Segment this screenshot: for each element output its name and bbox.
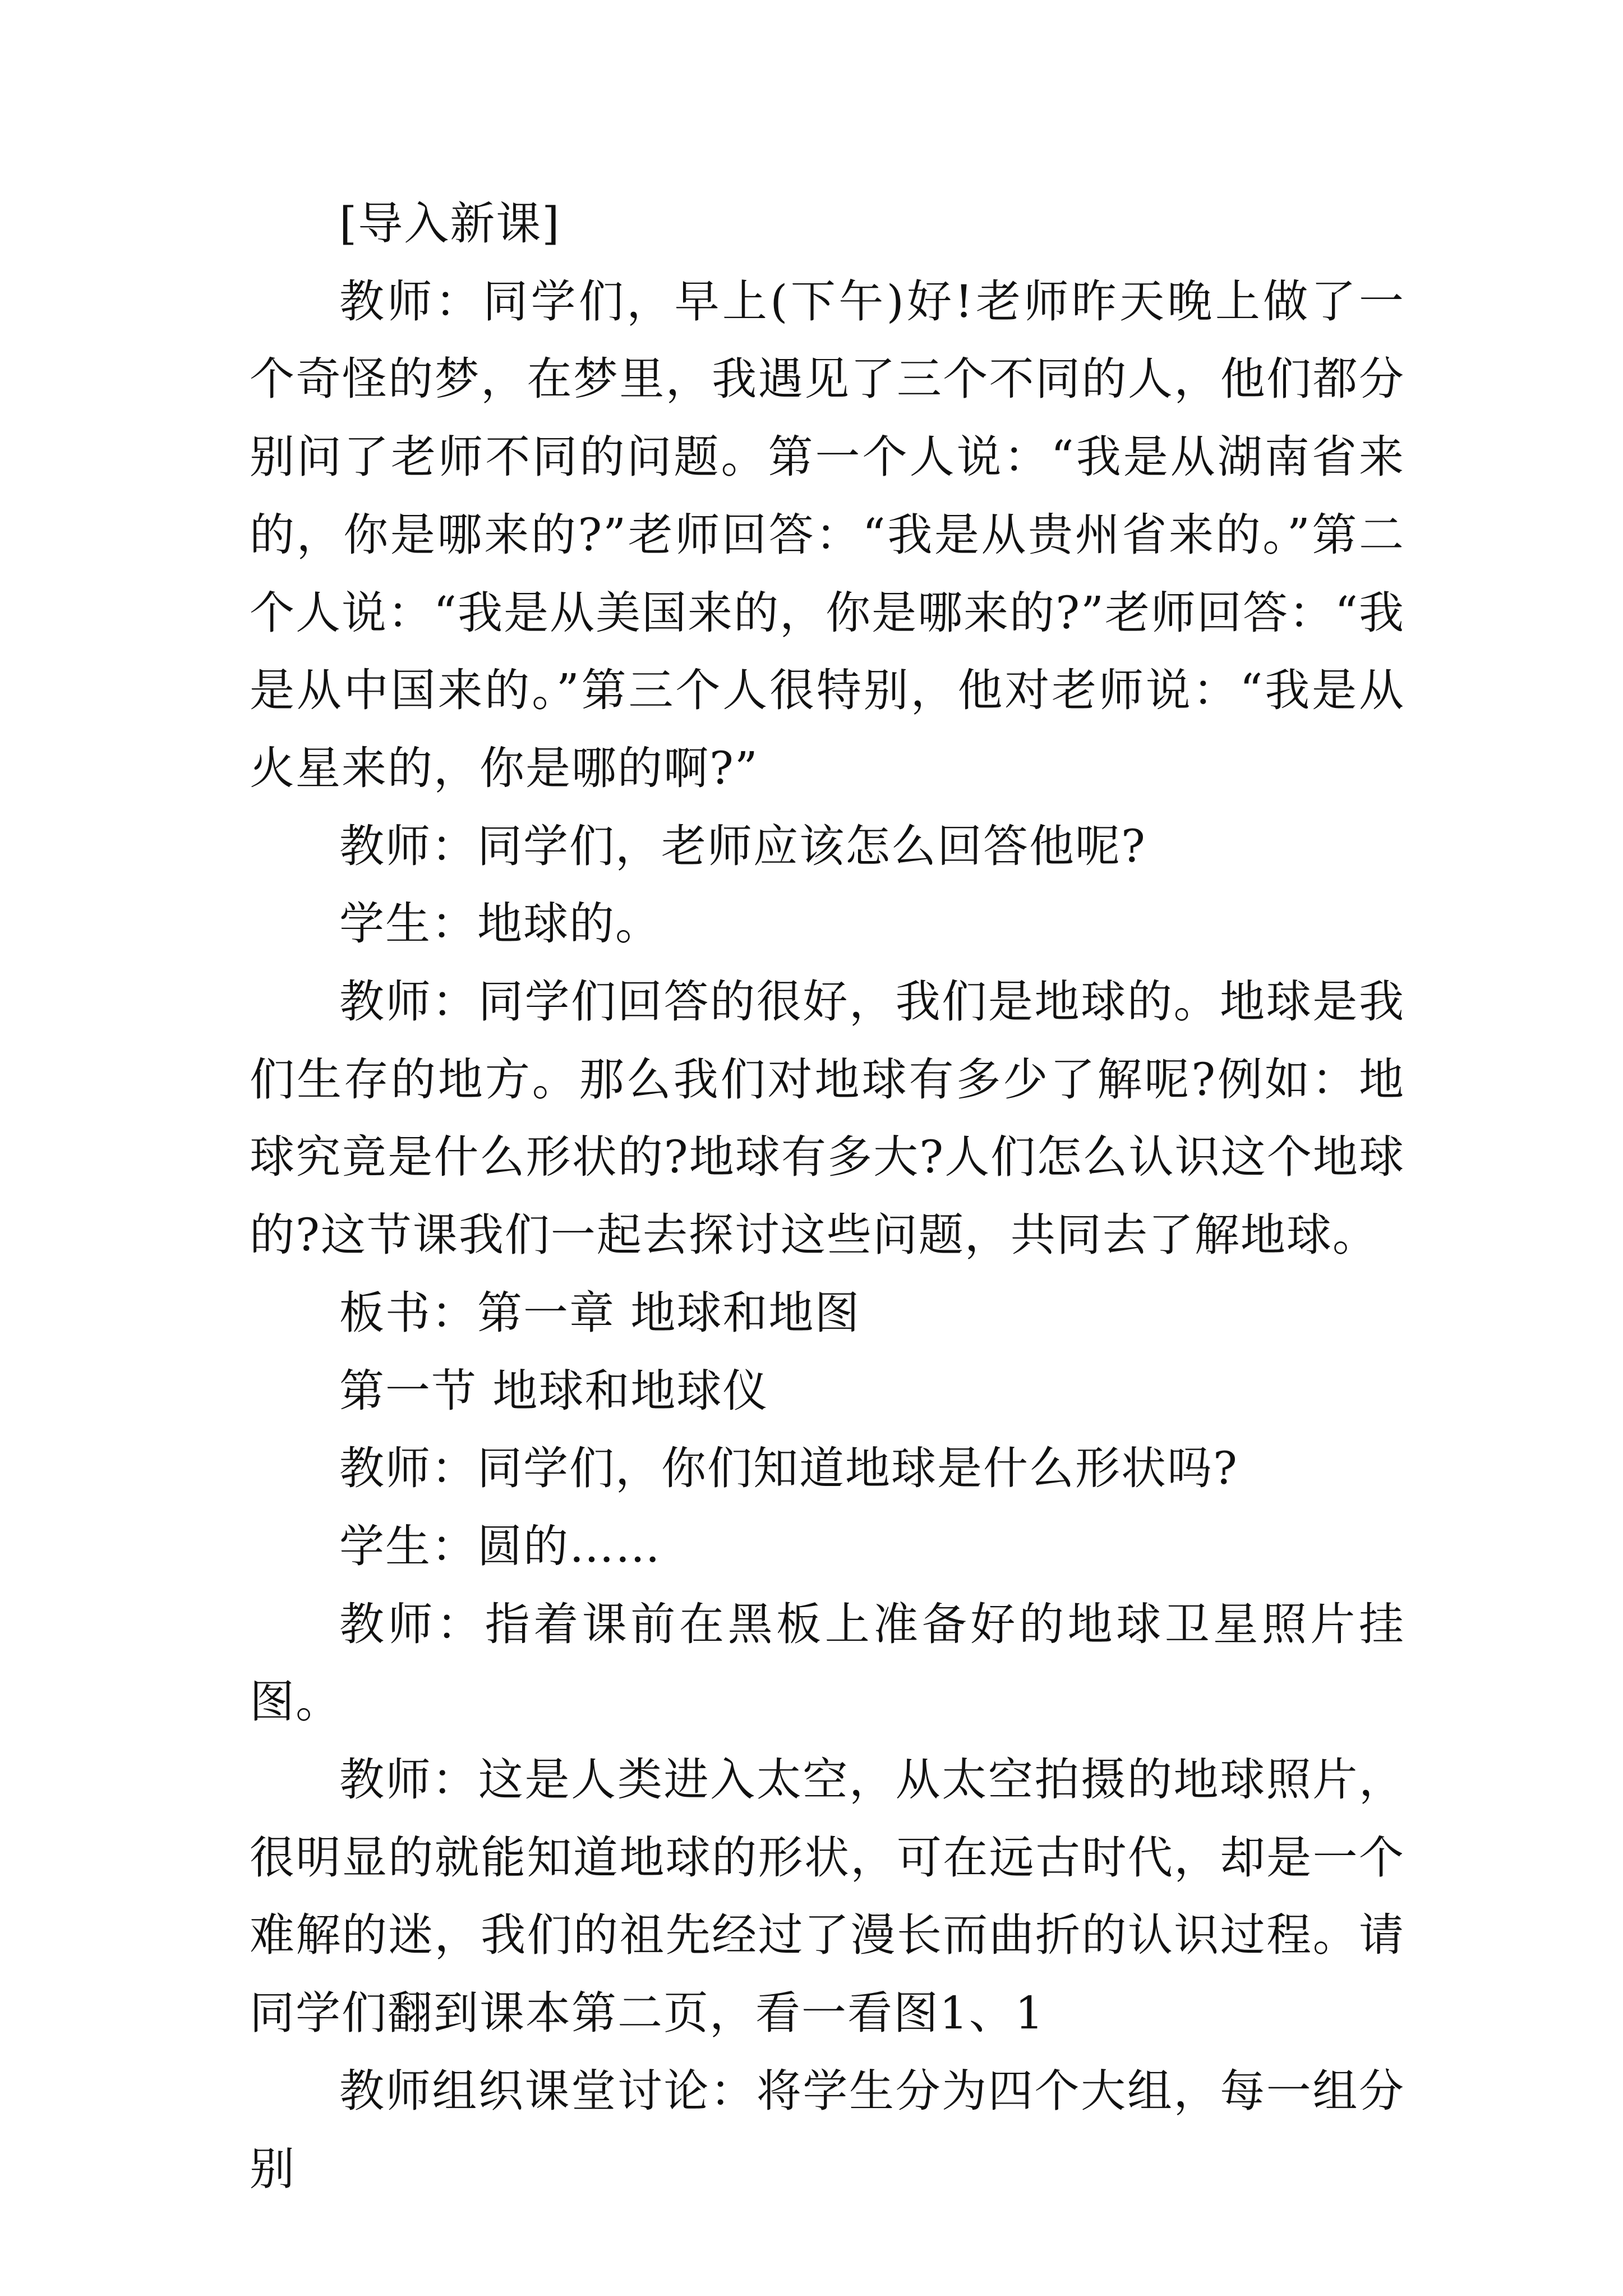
- section-heading-intro: [导入新课]: [339, 197, 561, 250]
- lesson-text: [250, 185, 1405, 2208]
- paragraph-teacher-dream: 教师：同学们，早上(下午)好!老师昨天晚上做了一个奇怪的梦，在梦里，我遇见了三个不同的人，他们都分别问了老师不同的问题。第一个人说：“我是从湖南省来的，你是哪来的?”老师回答：“我是从贵州省来的。”第二个人说：“我是从美国来的，你是哪来的?”老师回答：“我是从中国来的。”第三个人很特别，他对老师说：“我是从火星来的，你是哪的啊?”: [250, 275, 1405, 794]
- paragraph-student-answer-earth: 学生：地球的。: [339, 898, 661, 950]
- paragraph-teacher-question: 教师：同学们，老师应该怎么回答他呢?: [339, 820, 1146, 872]
- paragraph-group-discussion: 教师组织课堂讨论：将学生分为四个大组，每一组分别: [250, 2064, 1405, 2195]
- paragraph-teacher-space-photo: 教师：这是人类进入太空，从太空拍摄的地球照片，很明显的就能知道地球的形状，可在远古时代，却是一个难解的迷，我们的祖先经过了漫长而曲折的认识过程。请同学们翻到课本第二页，看一看图1、1: [250, 1754, 1405, 2040]
- paragraph-board-chapter: 板书：第一章 地球和地图: [339, 1286, 861, 1339]
- paragraph-teacher-photo: 教师：指着课前在黑板上准备好的地球卫星照片挂图。: [250, 1598, 1405, 1728]
- paragraph-teacher-intro-earth: 教师：同学们回答的很好，我们是地球的。地球是我们生存的地方。那么我们对地球有多少了解呢?例如：地球究竟是什么形状的?地球有多大?人们怎么认识这个地球的?这节课我们一起去探讨这些问题，共同去了解地球。: [250, 976, 1405, 1262]
- paragraph-board-section: 第一节 地球和地球仪: [339, 1364, 769, 1417]
- paragraph-teacher-shape-question: 教师：同学们，你们知道地球是什么形状吗?: [339, 1442, 1238, 1495]
- paragraph-student-round: 学生：圆的……: [339, 1520, 661, 1572]
